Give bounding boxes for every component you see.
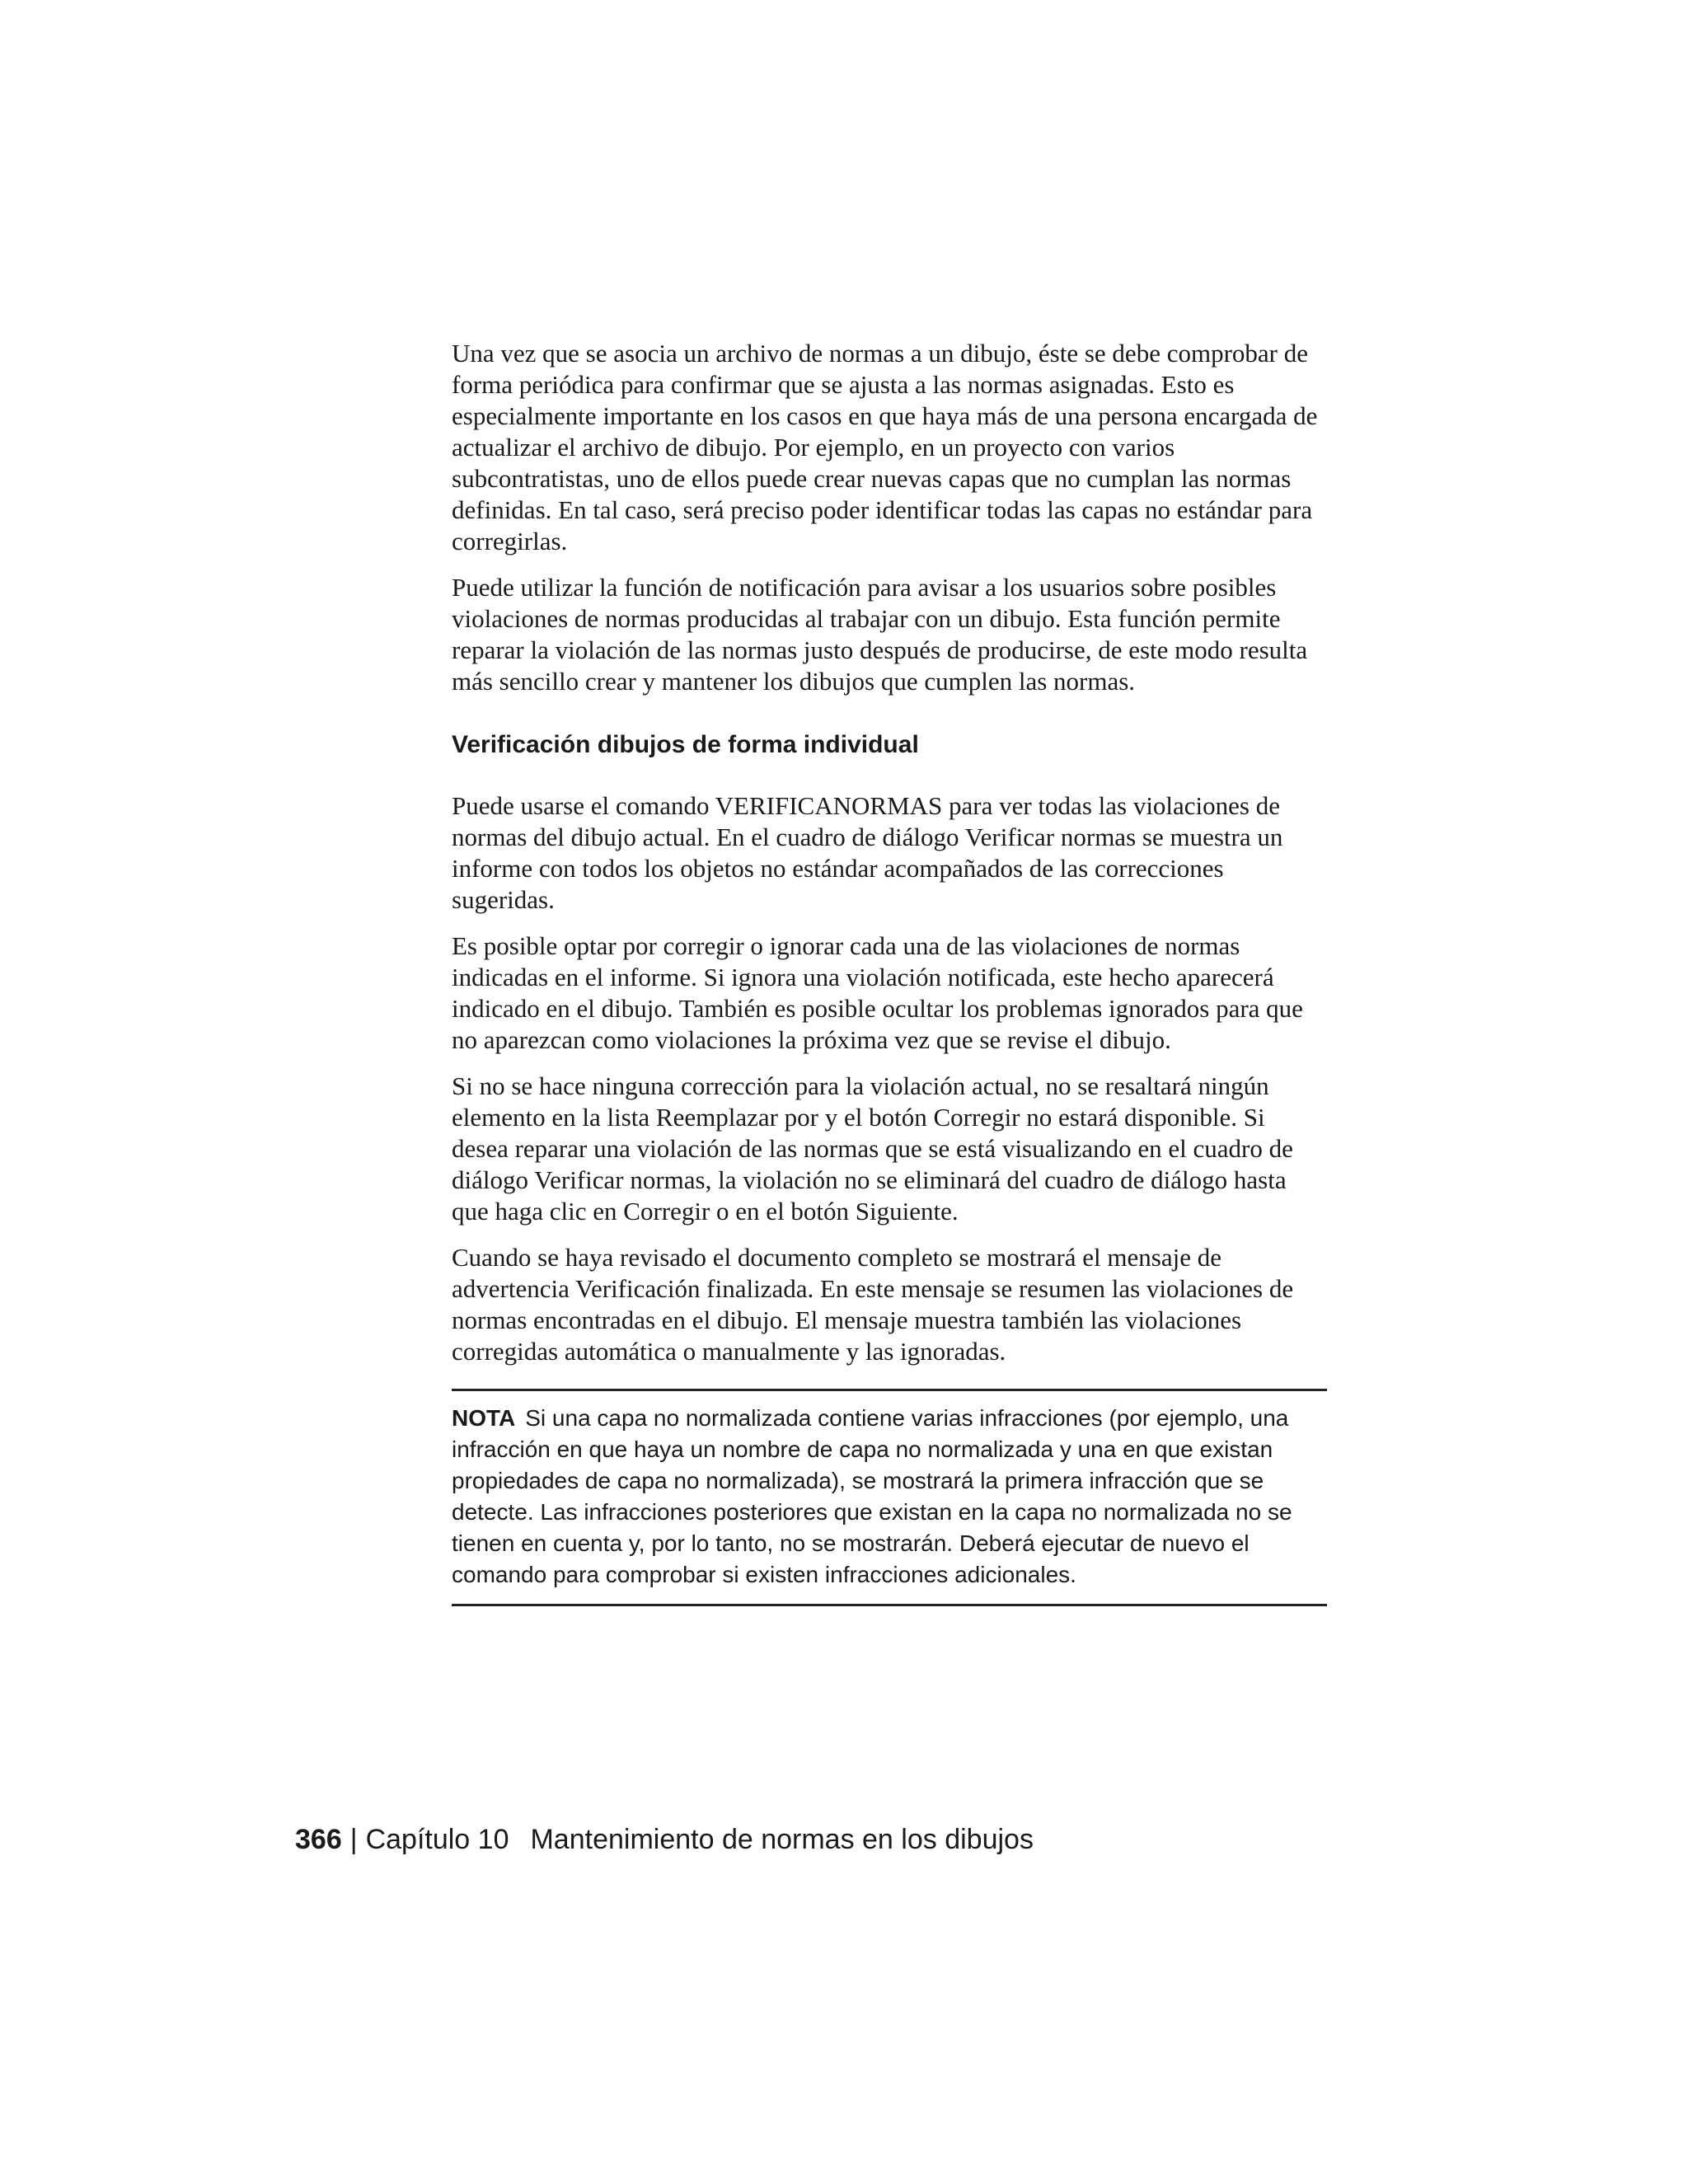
body-paragraph: Cuando se haya revisado el documento completo se mostrará el mensaje de advertencia Verificación finalizada. En este mensaje se resumen las violaciones de normas encontradas en el dibujo. El mensaje muestra también las violaciones corregidas automática o manualmente y las ignoradas. xyxy=(452,1243,1294,1366)
footer-separator: | xyxy=(349,1824,358,1855)
body-paragraph: Puede utilizar la función de notificación para avisar a los usuarios sobre posibles violaciones de normas producidas al trabajar con un dibujo. Esta función permite reparar la violación de las normas justo después de producirse, de este modo resulta más sencillo crear y mantener los dibujos que cumplen las normas. xyxy=(452,573,1308,696)
body-paragraph: Puede usarse el comando VERIFICANORMAS para ver todas las violaciones de normas del dibujo actual. En el cuadro de diálogo Verificar normas se muestra un informe con todos los objetos no estándar acompañados de las correcciones sugeridas. xyxy=(452,791,1283,914)
note-box xyxy=(452,1389,1327,1606)
body-paragraph: Es posible optar por corregir o ignorar cada una de las violaciones de normas indicadas en el informe. Si ignora una violación notificada, este hecho aparecerá indicado en el dibujo. También es posible ocultar los problemas ignorados para que no aparezcan como violaciones la próxima vez que se revise el dibujo. xyxy=(452,931,1303,1054)
main-text-column xyxy=(452,338,1327,1606)
chapter-title: Mantenimiento de normas en los dibujos xyxy=(530,1824,1034,1855)
note-text: Si una capa no normalizada contiene varias infracciones (por ejemplo, una infracción en que haya un nombre de capa no normalizada y una en que existan propiedades de capa no normalizada), se mostrará la primera infracción que se detecte. Las infracciones posteriores que existan en la capa no normalizada no se tienen en cuenta y, por lo tanto, no se mostrarán. Deberá ejecutar de nuevo el comando para comprobar si existen infracciones adicionales. xyxy=(452,1405,1292,1587)
body-paragraph: Si no se hace ninguna corrección para la violación actual, no se resaltará ningún elemento en la lista Reemplazar por y el botón Corregir no estará disponible. Si desea reparar una violación de las normas que se está visualizando en el cuadro de diálogo Verificar normas, la violación no se eliminará del cuadro de diálogo hasta que haga clic en Corregir o en el botón Siguiente. xyxy=(452,1071,1293,1226)
chapter-label: Capítulo 10 xyxy=(365,1824,509,1855)
page-footer xyxy=(295,1823,1034,1856)
page-number: 366 xyxy=(295,1824,342,1855)
section-heading: Verificación dibujos de forma individual xyxy=(452,731,919,758)
note-label: NOTA xyxy=(452,1405,516,1431)
body-paragraph: Una vez que se asocia un archivo de normas a un dibujo, éste se debe comprobar de forma periódica para confirmar que se ajusta a las normas asignadas. Esto es especialmente importante en los casos en que haya más de una persona encargada de actualizar el archivo de dibujo. Por ejemplo, en un proyecto con varios subcontratistas, uno de ellos puede crear nuevas capas que no cumplan las normas definidas. En tal caso, será preciso poder identificar todas las capas no estándar para corregirlas. xyxy=(452,339,1318,555)
